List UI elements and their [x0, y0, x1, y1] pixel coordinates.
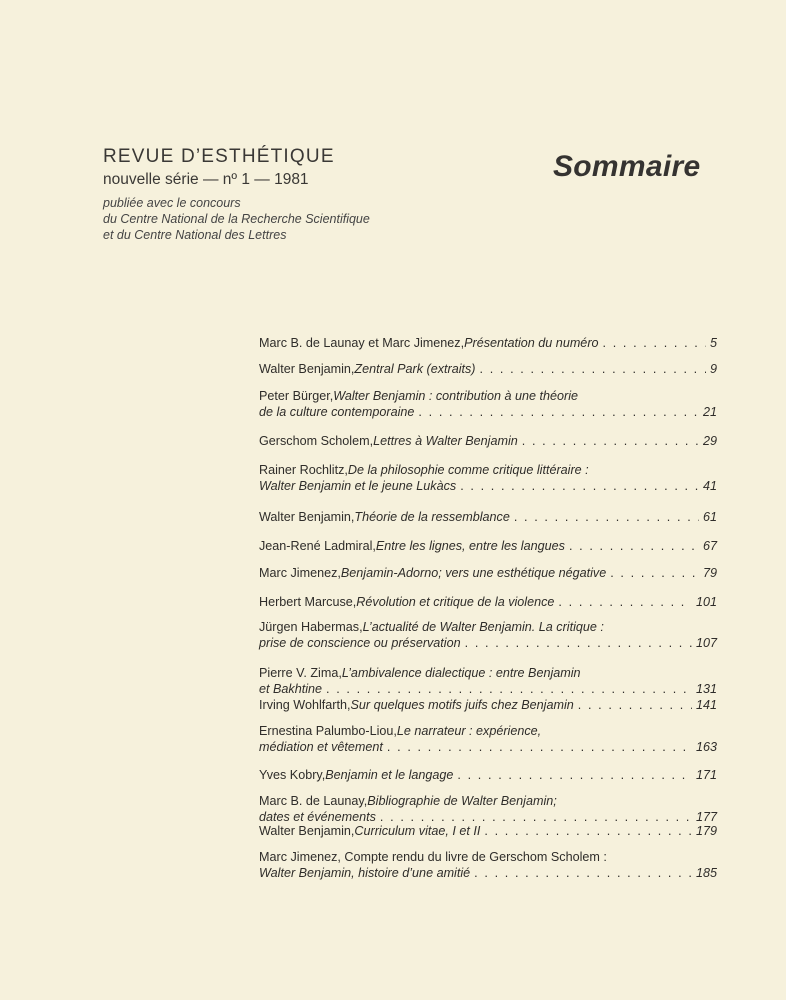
toc-author: Jürgen Habermas, — [259, 620, 363, 634]
toc-page-number: 163 — [695, 740, 717, 754]
toc-page-number: 171 — [695, 768, 717, 782]
toc-page-number: 61 — [702, 510, 717, 524]
toc-line — [259, 665, 717, 681]
sponsor-note — [103, 195, 370, 243]
toc-page-number: 79 — [702, 566, 717, 580]
toc-line — [259, 388, 717, 404]
toc-author: Walter Benjamin, — [259, 510, 355, 524]
toc-leader-dots — [558, 594, 692, 610]
toc-title: Théorie de la ressemblance — [354, 510, 510, 524]
toc-author: Marc Jimenez, Compte rendu du livre de Gerschom Scholem : — [259, 850, 607, 864]
toc-title: Zentral Park (extraits) — [354, 362, 476, 376]
toc-page-number: 41 — [702, 479, 717, 493]
toc-title: prise de conscience ou préservation — [259, 636, 461, 650]
toc-entry — [259, 849, 717, 881]
toc-line — [259, 739, 717, 755]
toc-title: Sur quelques motifs juifs chez Benjamin — [350, 698, 574, 712]
toc-entry — [259, 793, 717, 825]
toc-author: Jean-René Ladmiral, — [259, 539, 376, 553]
toc-leader-dots — [484, 823, 692, 839]
toc-author: Walter Benjamin, — [259, 824, 355, 838]
toc-line — [259, 433, 717, 449]
toc-page-number: 131 — [695, 682, 717, 696]
toc-leader-dots — [603, 335, 706, 351]
toc-title: Walter Benjamin, histoire d’une amitié — [259, 866, 471, 880]
toc-line — [259, 849, 717, 865]
toc-entry — [259, 433, 717, 449]
toc-title: Walter Benjamin et le jeune Lukàcs — [259, 479, 457, 493]
toc-entry — [259, 823, 717, 839]
toc-author: Gerschom Scholem, — [259, 434, 374, 448]
toc-line — [259, 697, 717, 713]
toc-page-number: 185 — [695, 866, 717, 880]
toc-author: Marc Jimenez, — [259, 566, 341, 580]
toc-line — [259, 823, 717, 839]
toc-entry — [259, 388, 717, 420]
toc-leader-dots — [480, 361, 706, 377]
toc-line — [259, 478, 717, 494]
toc-leader-dots — [514, 509, 699, 525]
toc-entry — [259, 538, 717, 554]
toc-title: Walter Benjamin : contribution à une théorie — [333, 389, 579, 403]
toc-title: Benjamin-Adorno; vers une esthétique négative — [340, 566, 607, 580]
toc-page-number: 9 — [709, 362, 717, 376]
toc-line — [259, 361, 717, 377]
toc-leader-dots — [460, 478, 699, 494]
toc-leader-dots — [465, 635, 692, 651]
toc-line — [259, 767, 717, 783]
toc-line — [259, 538, 717, 554]
toc-title: L’actualité de Walter Benjamin. La critique : — [362, 620, 604, 634]
toc-author: Peter Bürger, — [259, 389, 334, 403]
toc-author: Walter Benjamin, — [259, 362, 355, 376]
toc-author: Rainer Rochlitz, — [259, 463, 348, 477]
toc-leader-dots — [569, 538, 699, 554]
toc-author: Irving Wohlfarth, — [259, 698, 351, 712]
contents-heading: Sommaire — [553, 150, 701, 183]
toc-entry — [259, 509, 717, 525]
toc-title: médiation et vêtement — [259, 740, 383, 754]
toc-line — [259, 335, 717, 351]
toc-page-number: 179 — [695, 824, 717, 838]
toc-entry — [259, 361, 717, 377]
toc-entry — [259, 335, 717, 351]
toc-leader-dots — [610, 565, 699, 581]
toc-page-number: 177 — [695, 810, 717, 824]
toc-leader-dots — [418, 404, 699, 420]
toc-line — [259, 635, 717, 651]
toc-author: Pierre V. Zima, — [259, 666, 342, 680]
toc-author: Herbert Marcuse, — [259, 595, 357, 609]
toc-line — [259, 509, 717, 525]
toc-page-number: 21 — [702, 405, 717, 419]
toc-title: dates et événements — [259, 810, 376, 824]
toc-title: De la philosophie comme critique littéraire : — [347, 463, 589, 477]
toc-leader-dots — [326, 681, 692, 697]
toc-page-number: 141 — [695, 698, 717, 712]
toc-entry — [259, 723, 717, 755]
toc-title: Entre les lignes, entre les langues — [375, 539, 565, 553]
toc-entry — [259, 565, 717, 581]
toc-author: Marc B. de Launay, — [259, 794, 368, 808]
toc-page-number: 107 — [695, 636, 717, 650]
toc-title: et Bakhtine — [259, 682, 323, 696]
toc-entry — [259, 665, 717, 697]
toc-line — [259, 723, 717, 739]
toc-title: Benjamin et le langage — [325, 768, 454, 782]
toc-title: Présentation du numéro — [464, 336, 599, 350]
toc-line — [259, 404, 717, 420]
toc-entry — [259, 594, 717, 610]
toc-line — [259, 865, 717, 881]
toc-title: Curriculum vitae, I et II — [354, 824, 481, 838]
journal-title: REVUE D’ESTHÉTIQUE — [103, 146, 335, 167]
toc-title: Lettres à Walter Benjamin — [373, 434, 518, 448]
toc-title: de la culture contemporaine — [259, 405, 415, 419]
toc-title: Révolution et critique de la violence — [356, 595, 555, 609]
toc-entry — [259, 767, 717, 783]
toc-title: Bibliographie de Walter Benjamin; — [367, 794, 557, 808]
toc-line — [259, 594, 717, 610]
series-line: nouvelle série — nº 1 — 1981 — [103, 171, 309, 188]
toc-page-number: 29 — [702, 434, 717, 448]
toc-leader-dots — [457, 767, 692, 783]
toc-leader-dots — [522, 433, 699, 449]
toc-entry — [259, 619, 717, 651]
toc-entry — [259, 462, 717, 494]
toc-leader-dots — [387, 739, 692, 755]
toc-title: Le narrateur : expérience, — [396, 724, 542, 738]
toc-leader-dots — [474, 865, 692, 881]
toc-author: Marc B. de Launay et Marc Jimenez, — [259, 336, 465, 350]
toc-page-number: 101 — [695, 595, 717, 609]
sponsor-line: du Centre National de la Recherche Scientifique — [103, 212, 370, 226]
toc-author: Yves Kobry, — [259, 768, 326, 782]
toc-line — [259, 681, 717, 697]
toc-leader-dots — [578, 697, 692, 713]
toc-line — [259, 565, 717, 581]
toc-page-number: 67 — [702, 539, 717, 553]
toc-line — [259, 793, 717, 809]
toc-page-number: 5 — [709, 336, 717, 350]
masthead — [103, 146, 370, 243]
toc-line — [259, 462, 717, 478]
toc-author: Ernestina Palumbo-Liou, — [259, 724, 397, 738]
toc-entry — [259, 697, 717, 713]
toc-line — [259, 619, 717, 635]
sponsor-line: et du Centre National des Lettres — [103, 228, 287, 242]
sponsor-line: publiée avec le concours — [103, 196, 241, 210]
toc-title: L’ambivalence dialectique : entre Benjamin — [341, 666, 581, 680]
